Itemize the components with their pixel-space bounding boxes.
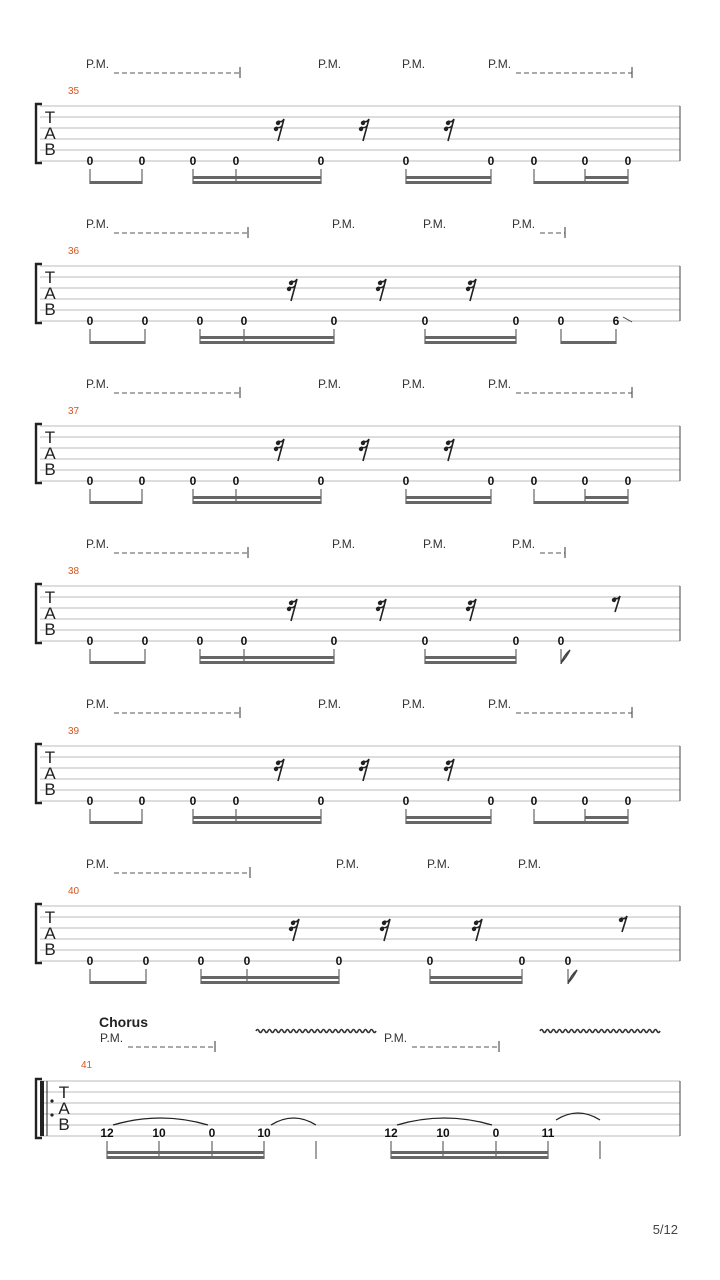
sixteenth-rest: [274, 759, 284, 781]
palm-mute-label: P.M.: [318, 57, 342, 71]
tab-clef-letter-b: B: [44, 620, 56, 639]
measure-number: 38: [68, 566, 80, 577]
fret-number: 0: [317, 794, 325, 808]
fret-number: 0: [208, 1126, 216, 1140]
beam: [201, 981, 339, 984]
fret-number: 0: [564, 954, 572, 968]
beam: [585, 821, 628, 824]
measure-number: 36: [68, 246, 80, 257]
beam: [585, 181, 628, 184]
beam: [90, 981, 146, 984]
beam: [391, 1151, 548, 1154]
repeat-start-thick: [40, 1081, 44, 1136]
sixteenth-rest: [274, 439, 284, 461]
beam: [107, 1156, 264, 1159]
system-bracket: [36, 744, 42, 803]
beam: [200, 661, 334, 664]
fret-number: 0: [330, 314, 338, 328]
beam: [201, 976, 339, 979]
sixteenth-rest: [287, 599, 297, 621]
fret-number: 0: [518, 954, 526, 968]
system-measure-40: [0, 850, 720, 1010]
fret-number: 0: [530, 474, 538, 488]
tab-clef-letter-a: A: [44, 124, 56, 143]
fret-number: 0: [317, 154, 325, 168]
beam: [534, 181, 585, 184]
beam: [193, 176, 321, 179]
repeat-dot: [50, 1113, 53, 1116]
beam: [430, 976, 522, 979]
section-label-chorus: Chorus: [99, 1014, 148, 1030]
fret-number: 0: [624, 154, 632, 168]
fret-number: 0: [142, 954, 150, 968]
beam: [406, 821, 491, 824]
slur: [113, 1118, 208, 1125]
beam: [585, 496, 628, 499]
beam: [425, 661, 516, 664]
fret-number: 0: [487, 154, 495, 168]
beam: [406, 501, 491, 504]
fret-number: 0: [197, 954, 205, 968]
fret-number: 0: [492, 1126, 500, 1140]
palm-mute-label: P.M.: [402, 697, 426, 711]
fret-number: 0: [189, 154, 197, 168]
fret-number: 0: [402, 154, 410, 168]
fret-number: 10: [257, 1126, 271, 1140]
page-number: 5/12: [652, 1222, 678, 1237]
fret-number: 0: [512, 314, 520, 328]
fret-number: 0: [581, 154, 589, 168]
tab-clef-letter-t: T: [44, 268, 56, 287]
fret-number: 0: [317, 474, 325, 488]
tab-clef-letter-t: T: [44, 428, 56, 447]
fret-number: 0: [196, 314, 204, 328]
fret-number: 0: [232, 154, 240, 168]
fret-number: 6: [612, 314, 620, 328]
palm-mute-label: P.M.: [86, 217, 110, 231]
fret-number: 0: [232, 794, 240, 808]
fret-number: 0: [581, 474, 589, 488]
beam: [585, 816, 628, 819]
sixteenth-rest: [359, 759, 369, 781]
system-measure-38: [0, 530, 720, 690]
tab-clef-letter-a: A: [44, 604, 56, 623]
sixteenth-rest: [444, 439, 454, 461]
beam: [406, 816, 491, 819]
measure-number: 35: [68, 86, 80, 97]
palm-mute-label: P.M.: [86, 537, 110, 551]
fret-number: 0: [624, 474, 632, 488]
slur: [397, 1118, 492, 1125]
sixteenth-rest: [472, 919, 482, 941]
fret-number: 10: [436, 1126, 450, 1140]
fret-number: 0: [86, 474, 94, 488]
tab-clef-letter-a: A: [44, 764, 56, 783]
repeat-dot: [50, 1099, 53, 1102]
tab-clef-letter-b: B: [44, 300, 56, 319]
fret-number: 0: [240, 314, 248, 328]
palm-mute-label: P.M.: [512, 217, 536, 231]
measure-number: 39: [68, 726, 80, 737]
fret-number: 0: [138, 794, 146, 808]
beam: [193, 181, 321, 184]
fret-number: 0: [421, 634, 429, 648]
sixteenth-rest: [359, 439, 369, 461]
beam: [406, 181, 491, 184]
palm-mute-label: P.M.: [100, 1031, 124, 1045]
beam: [561, 341, 616, 344]
beam: [90, 661, 145, 664]
beam: [585, 176, 628, 179]
measure-number: 37: [68, 406, 80, 417]
fret-number: 0: [402, 474, 410, 488]
fret-number: 0: [240, 634, 248, 648]
tab-clef-letter-b: B: [44, 140, 56, 159]
fret-number: 0: [426, 954, 434, 968]
measure-number: 40: [68, 886, 80, 897]
system-measure-36: [0, 210, 720, 370]
fret-number: 0: [330, 634, 338, 648]
sixteenth-rest: [376, 279, 386, 301]
system-measure-39: [0, 690, 720, 850]
palm-mute-label: P.M.: [86, 377, 110, 391]
beam: [193, 501, 321, 504]
palm-mute-label: P.M.: [86, 57, 110, 71]
fret-number: 12: [100, 1126, 114, 1140]
fret-number: 0: [530, 154, 538, 168]
fret-number: 0: [512, 634, 520, 648]
beam: [585, 501, 628, 504]
palm-mute-label: P.M.: [332, 217, 356, 231]
beam: [200, 656, 334, 659]
tab-clef-letter-a: A: [58, 1099, 70, 1118]
eighth-rest: [619, 916, 627, 932]
tab-clef-letter-t: T: [58, 1083, 70, 1102]
fret-number: 11: [541, 1126, 555, 1140]
beam: [90, 341, 145, 344]
fret-number: 0: [86, 954, 94, 968]
fret-number: 0: [557, 634, 565, 648]
note-flag: [561, 650, 570, 664]
tab-clef-letter-t: T: [44, 108, 56, 127]
tab-clef-letter-b: B: [44, 780, 56, 799]
fret-number: 0: [189, 794, 197, 808]
fret-number: 0: [138, 154, 146, 168]
tab-clef-letter-a: A: [44, 284, 56, 303]
fret-number: 0: [557, 314, 565, 328]
fret-number: 0: [232, 474, 240, 488]
sixteenth-rest: [444, 119, 454, 141]
palm-mute-label: P.M.: [86, 857, 110, 871]
palm-mute-label: P.M.: [402, 377, 426, 391]
system-measure-41: [0, 1010, 720, 1170]
tab-clef-letter-t: T: [44, 748, 56, 767]
beam: [107, 1151, 264, 1154]
system-bracket: [36, 584, 42, 643]
tab-clef-letter-t: T: [44, 908, 56, 927]
sixteenth-rest: [380, 919, 390, 941]
measure-number: 41: [81, 1060, 93, 1071]
eighth-rest: [612, 596, 620, 612]
beam: [193, 821, 321, 824]
sixteenth-rest: [274, 119, 284, 141]
palm-mute-label: P.M.: [423, 217, 447, 231]
beam: [391, 1156, 548, 1159]
palm-mute-label: P.M.: [512, 537, 536, 551]
vibrato-line: [256, 1030, 376, 1033]
palm-mute-label: P.M.: [488, 377, 512, 391]
fret-number: 0: [138, 474, 146, 488]
fret-number: 0: [189, 474, 197, 488]
fret-number: 0: [196, 634, 204, 648]
beam: [90, 821, 142, 824]
tab-clef-letter-a: A: [44, 924, 56, 943]
note-flag: [568, 970, 577, 984]
tie: [271, 1118, 316, 1125]
palm-mute-label: P.M.: [332, 537, 356, 551]
beam: [534, 821, 585, 824]
sixteenth-rest: [289, 919, 299, 941]
system-bracket: [36, 424, 42, 483]
beam: [193, 816, 321, 819]
beam: [534, 501, 585, 504]
fret-number: 0: [402, 794, 410, 808]
palm-mute-label: P.M.: [488, 697, 512, 711]
beam: [430, 981, 522, 984]
vibrato-line: [540, 1030, 660, 1033]
sixteenth-rest: [287, 279, 297, 301]
palm-mute-label: P.M.: [402, 57, 426, 71]
beam: [193, 496, 321, 499]
beam: [425, 341, 516, 344]
palm-mute-label: P.M.: [336, 857, 360, 871]
tab-clef-letter-t: T: [44, 588, 56, 607]
sixteenth-rest: [444, 759, 454, 781]
palm-mute-label: P.M.: [488, 57, 512, 71]
beam: [406, 496, 491, 499]
fret-number: 0: [141, 314, 149, 328]
fret-number: 0: [335, 954, 343, 968]
palm-mute-label: P.M.: [427, 857, 451, 871]
sixteenth-rest: [466, 279, 476, 301]
palm-mute-label: P.M.: [518, 857, 542, 871]
fret-number: 0: [487, 474, 495, 488]
palm-mute-label: P.M.: [318, 377, 342, 391]
fret-number: 0: [530, 794, 538, 808]
beam: [90, 181, 142, 184]
system-measure-37: [0, 370, 720, 530]
system-measure-35: [0, 50, 720, 210]
system-bracket: [36, 904, 42, 963]
fret-number: 0: [86, 314, 94, 328]
fret-number: 0: [487, 794, 495, 808]
tab-clef-letter-b: B: [44, 940, 56, 959]
palm-mute-label: P.M.: [384, 1031, 408, 1045]
fret-number: 0: [86, 794, 94, 808]
system-bracket: [36, 264, 42, 323]
fret-number: 12: [384, 1126, 398, 1140]
fret-number: 10: [152, 1126, 166, 1140]
tab-clef-letter-b: B: [58, 1115, 70, 1134]
beam: [200, 341, 334, 344]
tab-clef-letter-a: A: [44, 444, 56, 463]
beam: [406, 176, 491, 179]
system-bracket: [36, 104, 42, 163]
sixteenth-rest: [376, 599, 386, 621]
palm-mute-label: P.M.: [318, 697, 342, 711]
palm-mute-label: P.M.: [86, 697, 110, 711]
beam: [90, 501, 142, 504]
fret-number: 0: [624, 794, 632, 808]
fret-number: 0: [86, 154, 94, 168]
beam: [425, 656, 516, 659]
sixteenth-rest: [359, 119, 369, 141]
palm-mute-label: P.M.: [423, 537, 447, 551]
fret-number: 0: [86, 634, 94, 648]
fret-number: 0: [141, 634, 149, 648]
sixteenth-rest: [466, 599, 476, 621]
fret-number: 0: [581, 794, 589, 808]
fret-number: 0: [243, 954, 251, 968]
fret-number: 0: [421, 314, 429, 328]
beam: [425, 336, 516, 339]
tab-clef-letter-b: B: [44, 460, 56, 479]
beam: [200, 336, 334, 339]
